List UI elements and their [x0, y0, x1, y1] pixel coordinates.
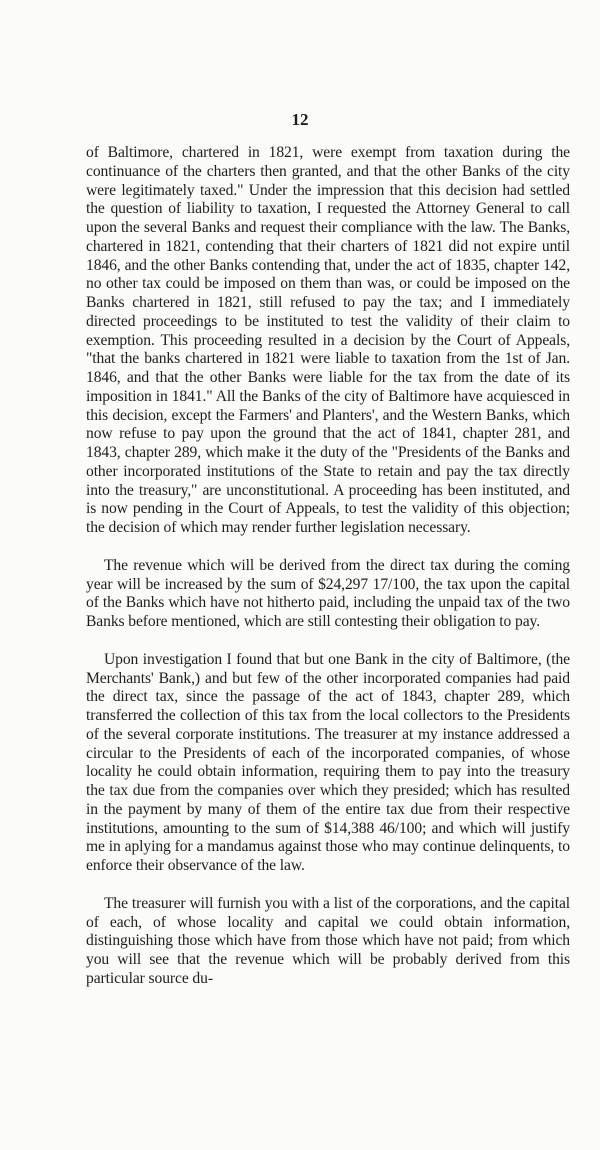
paragraph: Upon investigation I found that but one Bank in the city of Baltimore, (the Merchants' Bank,) and but few of the other incorporated companies had paid the direct tax, since the passage of the act of 1843, chapter 289, which transferred the collection of this tax from the local collectors to the Presidents of the several corporate institutions. The treasurer at my instance addressed a circular to the Presidents of each of the incorporated companies, of whose locality he could obtain information, requiring them to pay into the treasury the tax due from the companies over which they presided; which has resulted in the payment by many of them of the entire tax due from their respective institutions, amounting to the sum of $14,388 46/100; and which will justify me in aplying for a mandamus against those who may continue delinquents, to enforce their observance of the law.: [86, 650, 570, 874]
paragraph: of Baltimore, chartered in 1821, were exempt from taxation during the continuance of the charters then granted, and that the other Banks of the city were legitimately taxed." Under the impression that this decision had settled the question of liability to taxation, I requested the Attorney General to call upon the several Banks and request their compliance with the law. The Banks, chartered in 1821, contending that their charters of 1821 did not expire until 1846, and the other Banks contending that, under the act of 1835, chapter 142, no other tax could be imposed on them than was, or could be imposed on the Banks chartered in 1821, still refused to pay the tax; and I immediately directed proceedings to be instituted to test the validity of their claim to exemption. This proceeding resulted in a decision by the Court of Appeals, "that the banks chartered in 1821 were liable to taxation from the 1st of Jan. 1846, and that the other Banks were liable for the tax from the date of its imposition in 1841." All the Banks of the city of Baltimore have acquiesced in this decision, except the Farmers' and Planters', and the Western Banks, which now refuse to pay upon the ground that the act of 1841, chapter 281, and 1843, chapter 289, which make it the duty of the "Presidents of the Banks and other incorporated institutions of the State to retain and pay the tax directly into the treasury," are unconstitutional. A proceeding has been instituted, and is now pending in the Court of Appeals, to test the validity of this objection; the decision of which may render further legislation necessary.: [86, 144, 570, 536]
paragraph: The treasurer will furnish you with a list of the corporations, and the capital of each, of whose locality and capital we could obtain information, distinguishing those which have from those which have not paid; from which you will see that the revenue which will be probably derived from this particular source du-: [86, 894, 570, 987]
page-number: 12: [291, 110, 309, 129]
body-text: [86, 144, 570, 989]
paragraph: The revenue which will be derived from the direct tax during the coming year will be increased by the sum of $24,297 17/100, the tax upon the capital of the Banks which have not hitherto paid, including the unpaid tax of the two Banks before mentioned, which are still contesting their obligation to pay.: [86, 556, 570, 630]
